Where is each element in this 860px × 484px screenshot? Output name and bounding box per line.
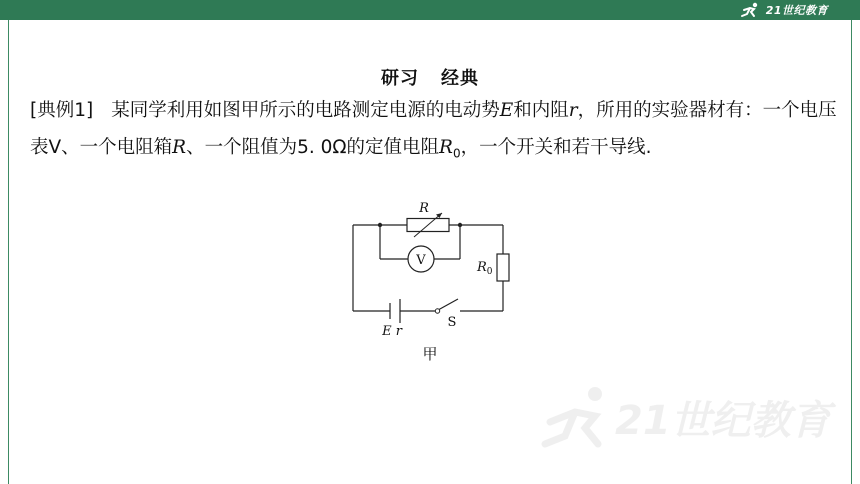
resistor-box-R0 — [497, 254, 509, 281]
section-title-part1: 研习 — [381, 68, 419, 89]
brand-logo — [740, 1, 828, 19]
example-tag: [典例1] — [30, 100, 94, 121]
runner-icon — [740, 2, 762, 18]
var-R0: R — [439, 137, 453, 158]
text-2: 和内阻 — [513, 100, 569, 121]
top-banner — [0, 0, 860, 20]
label-S: S — [447, 315, 457, 330]
section-title — [0, 64, 860, 90]
text-1: 某同学利用如图甲所示的电路测定电源的电动势 — [111, 100, 500, 121]
label-V: V — [416, 253, 426, 268]
var-r: r — [568, 100, 578, 121]
watermark-logo — [540, 382, 840, 462]
section-title-part2: 经典 — [441, 68, 479, 89]
text-4: 、一个阻值为5. 0Ω的定值电阻 — [186, 137, 440, 158]
var-E: E — [499, 100, 514, 121]
text-3: ，所用的实验器材有：一个电压表V、一个电阻箱 — [30, 100, 837, 158]
label-R0: $R_0$ — [477, 260, 493, 277]
var-R0-sub: 0 — [452, 146, 461, 161]
logo-text: 21世纪教育 — [765, 4, 828, 17]
circuit-diagram — [340, 195, 520, 365]
label-R: R — [419, 201, 429, 216]
label-Er: E r — [382, 324, 402, 339]
text-5: ，一个开关和若干导线. — [460, 137, 652, 158]
svg-text:21世纪教育: 21世纪教育 — [615, 398, 831, 444]
var-R: R — [172, 137, 187, 158]
problem-paragraph — [30, 92, 840, 173]
figure-caption: 甲 — [422, 345, 438, 363]
